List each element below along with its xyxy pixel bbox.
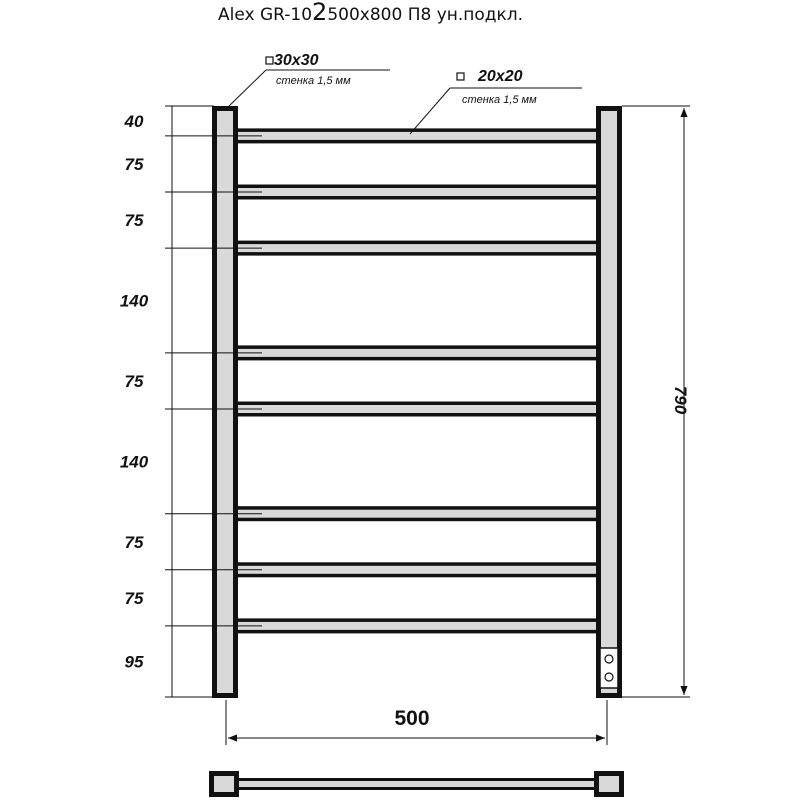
rung-3-fill [238, 244, 596, 252]
vertical-dimension-labels [120, 112, 149, 672]
rung-5-fill [238, 405, 596, 413]
left-pipe-wall: стенка 1,5 мм [276, 75, 351, 87]
rung-2-fill [238, 188, 596, 196]
left-pipe-spec [227, 52, 390, 108]
rungs [238, 128, 596, 633]
rung-6-fill [238, 510, 596, 518]
dimension-label-2: 75 [124, 155, 144, 174]
height-dimension [622, 106, 690, 697]
dimension-label-3: 75 [124, 211, 144, 231]
dimension-label-4: 140 [119, 291, 149, 311]
dimension-label-8: 75 [124, 588, 144, 608]
rung-pipe-size: 20x20 [478, 68, 523, 85]
rung-pipe-spec [410, 68, 582, 134]
dimension-label-7: 75 [124, 532, 144, 552]
square-section-icon [266, 57, 273, 64]
rung-pipe-leader [410, 88, 450, 134]
square-section-icon [457, 73, 464, 80]
rung-4-fill [238, 349, 596, 357]
height-label: 790 [671, 385, 690, 415]
title: Alex GR-102500x800 П8 ун.подкл. [218, 0, 524, 26]
rung-7-fill [238, 566, 596, 574]
dimension-label-5: 75 [124, 371, 144, 391]
right-vertical-pipe [596, 106, 622, 698]
rung-pipe-wall: стенка 1,5 мм [462, 94, 537, 106]
rung-8-fill [238, 622, 596, 630]
left-pipe-size: 30x30 [274, 52, 319, 69]
heater-connection-box [600, 648, 618, 688]
rung-1-fill [238, 132, 596, 140]
dimension-label-1: 40 [124, 112, 144, 131]
dimension-label-6: 140 [119, 452, 149, 472]
left-vertical-pipe [212, 106, 238, 698]
dimension-label-9: 95 [124, 652, 144, 672]
top-view [209, 771, 624, 797]
left-pipe-leader [227, 70, 266, 108]
width-label: 500 [394, 707, 430, 730]
width-dimension [226, 700, 607, 745]
